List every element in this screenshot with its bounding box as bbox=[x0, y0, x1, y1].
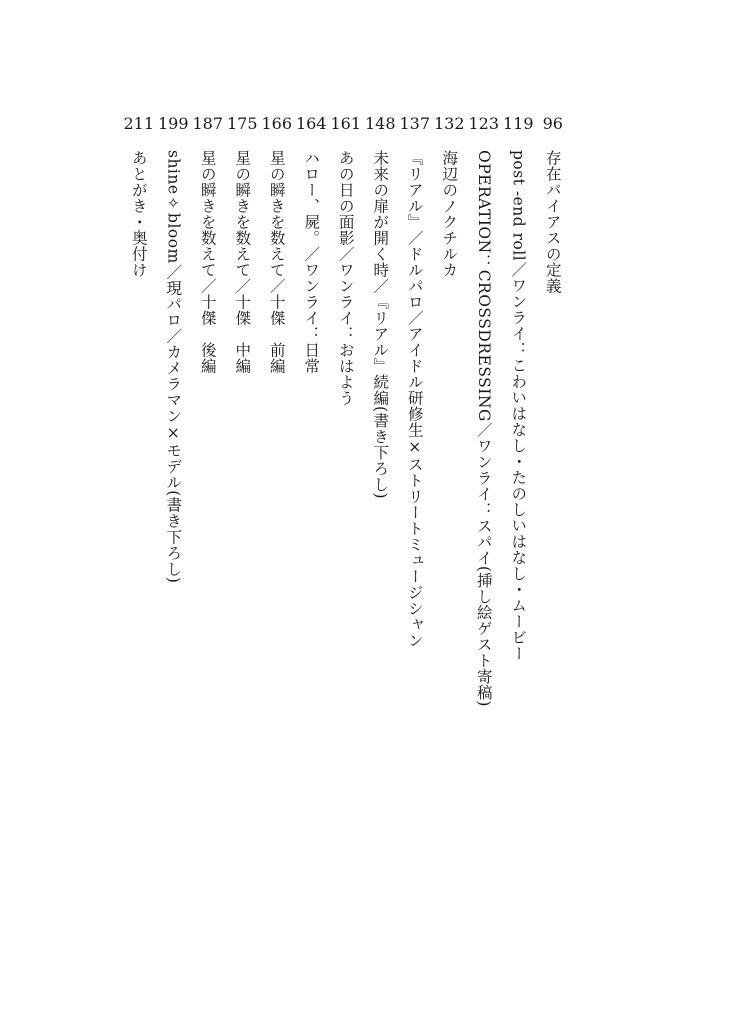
page-number: 132 bbox=[433, 114, 465, 133]
entry-title: 星の瞬きを数えて／十傑 中編 bbox=[233, 150, 252, 374]
page-number: 199 bbox=[157, 114, 189, 133]
toc-entry bbox=[536, 114, 571, 754]
page-number: 148 bbox=[364, 114, 396, 133]
page-number: 164 bbox=[295, 114, 327, 133]
toc-entry bbox=[122, 114, 157, 754]
page-number: 211 bbox=[123, 114, 155, 133]
entry-title: 存在バイアスの定義 bbox=[543, 150, 562, 294]
entry-title: あとがき・奥付け bbox=[129, 150, 148, 278]
toc-entry bbox=[225, 114, 260, 754]
page-number: 175 bbox=[226, 114, 258, 133]
entry-title: shine✧bloom／現パロ／カメラマン×モデル(書き下ろし) bbox=[164, 150, 183, 584]
page-number: 166 bbox=[261, 114, 293, 133]
toc-entry bbox=[398, 114, 433, 754]
entry-title: 未来の扉が開く時／『リアル』続編(書き下ろし) bbox=[371, 150, 390, 500]
page-number: 123 bbox=[468, 114, 500, 133]
toc-entry bbox=[432, 114, 467, 754]
toc-entry bbox=[260, 114, 295, 754]
page-number: 161 bbox=[330, 114, 362, 133]
entry-title: ハロー、屍。／ワンライ：日常 bbox=[302, 150, 321, 374]
toc-entry bbox=[329, 114, 364, 754]
page-number: 187 bbox=[192, 114, 224, 133]
entry-title: 星の瞬きを数えて／十傑 前編 bbox=[267, 150, 286, 374]
toc-entry bbox=[501, 114, 536, 754]
toc-entry bbox=[363, 114, 398, 754]
toc-entry bbox=[156, 114, 191, 754]
toc-entry bbox=[294, 114, 329, 754]
entry-title: 海辺のノクチルカ bbox=[440, 150, 459, 278]
table-of-contents bbox=[122, 114, 571, 754]
page-number: 119 bbox=[502, 114, 534, 133]
entry-title: post -end roll／ワンライ：こわいはなし・たのしいはなし・ムービー bbox=[509, 150, 528, 662]
entry-title: 星の瞬きを数えて／十傑 後編 bbox=[198, 150, 217, 374]
entry-title: あの日の面影／ワンライ：おはよう bbox=[336, 150, 355, 406]
page-number: 96 bbox=[542, 114, 563, 133]
toc-entry bbox=[467, 114, 502, 754]
entry-title: OPERATION：CROSSDRESSING／ワンライ：スパイ(挿し絵ゲスト寄稿) bbox=[474, 150, 493, 707]
entry-title: 『リアル』／ドルパロ／アイドル研修生×ストリートミュージシャン bbox=[405, 150, 424, 649]
page-number: 137 bbox=[399, 114, 431, 133]
toc-entry bbox=[191, 114, 226, 754]
